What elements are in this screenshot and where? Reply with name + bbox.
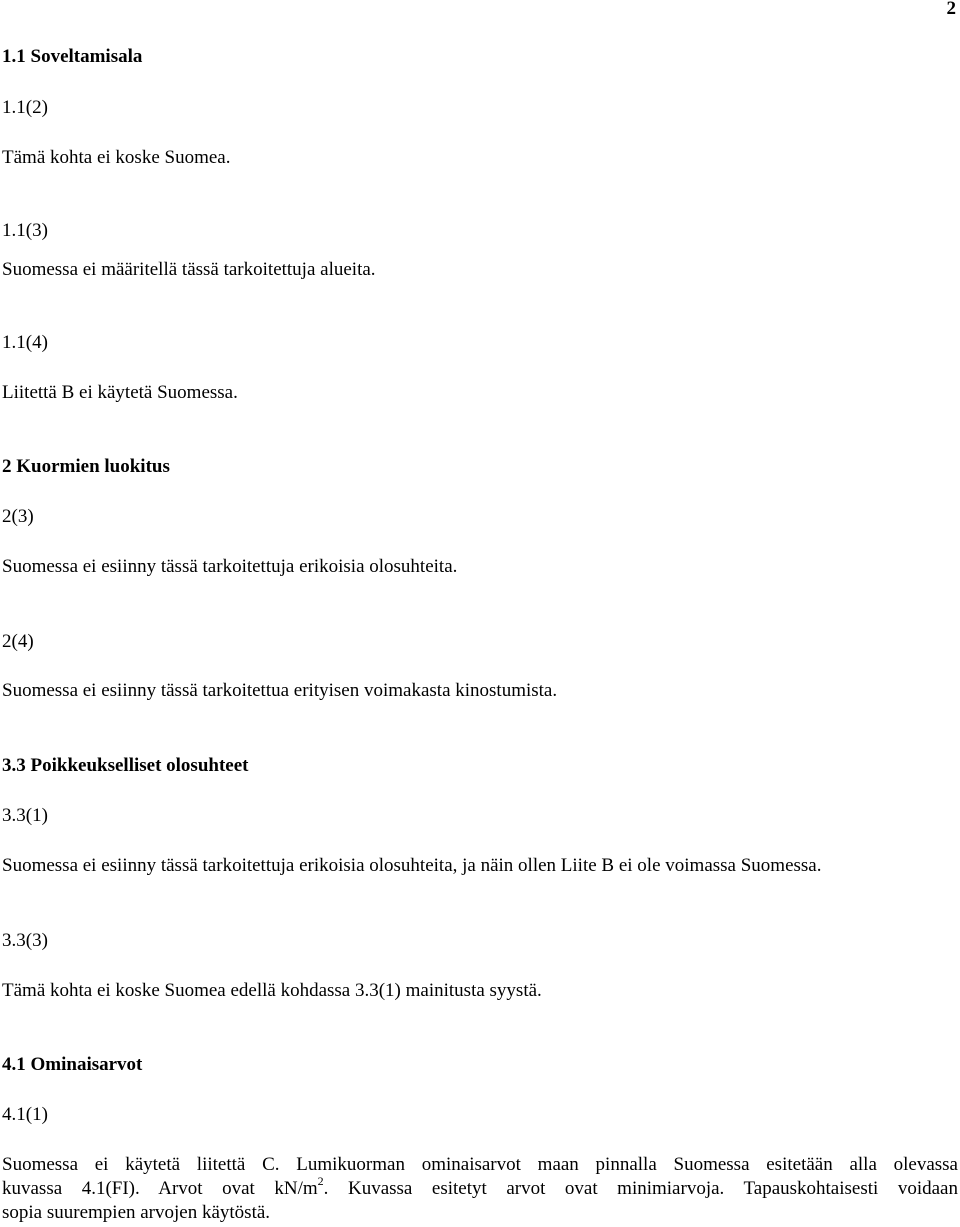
section-heading-1-1: 1.1 Soveltamisala <box>2 46 143 67</box>
clause-text-4-1-1-line-3: sopia suurempien arvojen käytöstä. <box>2 1202 271 1223</box>
clause-text-2-3: Suomessa ei esiinny tässä tarkoitettuja erikoisia olosuhteita. <box>2 556 458 577</box>
clause-text-4-1-1-line-2 <box>2 1173 958 1201</box>
section-heading-4-1: 4.1 Ominaisarvot <box>2 1054 143 1075</box>
section-heading-3-3: 3.3 Poikkeukselliset olosuhteet <box>2 755 249 776</box>
clause-text-3-3-3: Tämä kohta ei koske Suomea edellä kohdassa 3.3(1) mainitusta syystä. <box>2 980 542 1001</box>
unit-superscript: 2 <box>317 1173 324 1188</box>
clause-ref-2-4: 2(4) <box>2 631 34 652</box>
clause-ref-2-3: 2(3) <box>2 506 34 527</box>
clause-text-1-1-3: Suomessa ei määritellä tässä tarkoitettuja alueita. <box>2 259 376 280</box>
page-number: 2 <box>946 0 956 19</box>
section-heading-2: 2 Kuormien luokitus <box>2 456 170 477</box>
clause-ref-1-1-4: 1.1(4) <box>2 332 48 353</box>
clause-ref-3-3-1: 3.3(1) <box>2 805 48 826</box>
clause-text-4-1-1-line-1: Suomessa ei käytetä liitettä C. Lumikuorman ominaisarvot maan pinnalla Suomessa esitetään alla olevassa <box>2 1154 958 1175</box>
clause-text-1-1-4: Liitettä B ei käytetä Suomessa. <box>2 382 238 403</box>
clause-ref-1-1-2: 1.1(2) <box>2 97 48 118</box>
clause-text-2-4: Suomessa ei esiinny tässä tarkoitettua erityisen voimakasta kinostumista. <box>2 680 558 701</box>
clause-text-3-3-1: Suomessa ei esiinny tässä tarkoitettuja erikoisia olosuhteita, ja näin ollen Liite B ei ole voimassa Suomessa. <box>2 855 822 876</box>
clause-text-4-1-1-line-2-start: kuvassa 4.1(FI). Arvot ovat kN/m <box>2 1178 318 1199</box>
clause-ref-1-1-3: 1.1(3) <box>2 220 48 241</box>
clause-text-4-1-1 <box>2 1153 958 1225</box>
clause-ref-3-3-3: 3.3(3) <box>2 930 48 951</box>
clause-ref-4-1-1: 4.1(1) <box>2 1104 48 1125</box>
clause-text-1-1-2: Tämä kohta ei koske Suomea. <box>2 147 231 168</box>
clause-text-4-1-1-line-2-end: . Kuvassa esitetyt arvot ovat minimiarvoja. Tapauskohtaisesti voidaan <box>323 1178 958 1199</box>
